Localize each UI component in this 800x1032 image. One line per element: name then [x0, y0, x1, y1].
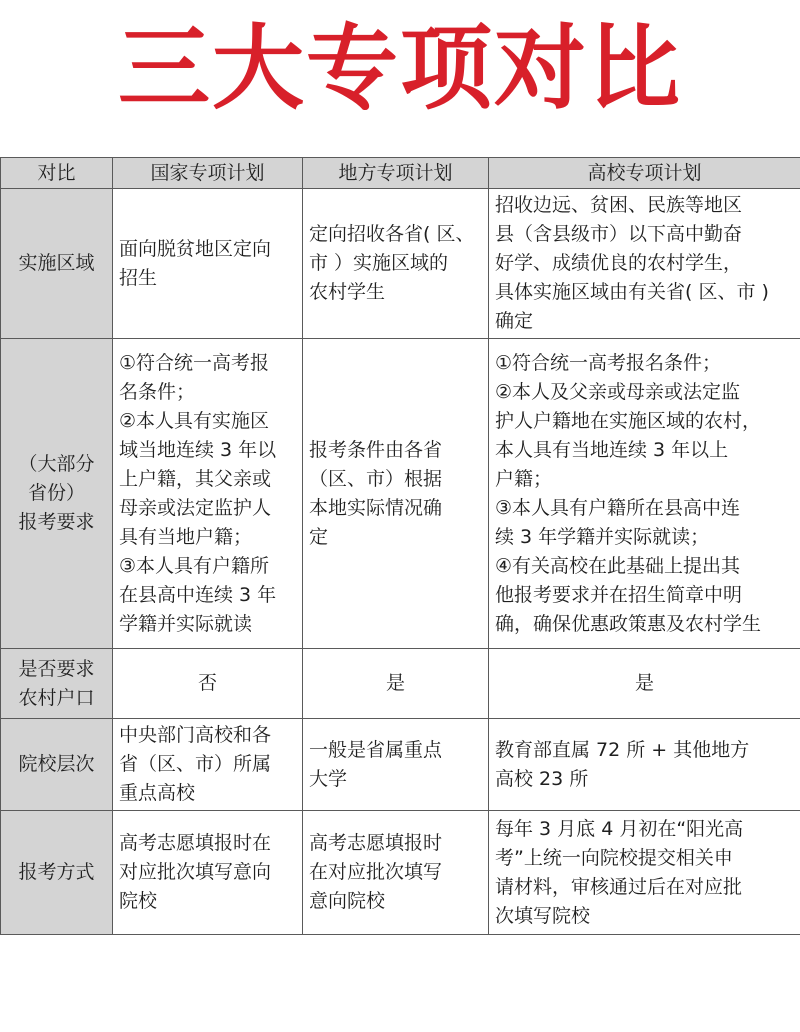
cell-text-line: 护人户籍地在实施区域的农村， — [495, 409, 762, 432]
local-plan-cell — [303, 719, 489, 811]
cell-text-line: 院校 — [119, 890, 158, 912]
cell-text-line: 报考条件由各省 — [309, 438, 443, 461]
table-row-application-method — [1, 811, 800, 935]
header-national-plan: 国家专项计划 — [113, 158, 303, 189]
cell-text-line: 省份） — [27, 482, 85, 504]
row-label — [1, 189, 113, 339]
row-label — [1, 649, 113, 719]
cell-text-line: （区、市）根据 — [309, 467, 443, 490]
cell-text-line: 户籍； — [495, 467, 553, 490]
header-local-plan: 地方专项计划 — [303, 158, 489, 189]
cell-text-line: 报考方式 — [18, 861, 95, 883]
cell-text-line: 请材料，审核通过后在对应批 — [495, 875, 743, 898]
cell-text-line: 具体实施区域由有关省( 区、市 ) — [495, 281, 769, 303]
row-label — [1, 339, 113, 649]
local-plan-cell — [303, 811, 489, 935]
cell-text-line: 招生 — [119, 266, 158, 289]
cell-text-line: ②本人具有实施区 — [119, 409, 270, 432]
cell-text-line: 是否要求 — [18, 657, 95, 680]
cell-text-line: 重点高校 — [119, 782, 196, 804]
cell-text-line: 农村学生 — [309, 281, 386, 303]
cell-text-line: 中央部门高校和各 — [119, 724, 272, 746]
cell-text-line: 确定 — [495, 310, 534, 332]
cell-text-line: 学籍并实际就读 — [119, 612, 253, 635]
national-plan-cell — [113, 649, 303, 719]
cell-text-line: 定 — [309, 525, 329, 548]
cell-text-line: 面向脱贫地区定向 — [119, 237, 272, 260]
national-plan-cell — [113, 339, 303, 649]
cell-text-line: 定向招收各省( 区、 — [309, 223, 475, 245]
table-row-institution-level — [1, 719, 800, 811]
cell-text-line: ④有关高校在此基础上提出其 — [495, 554, 741, 577]
cell-text-line: 次填写院校 — [495, 904, 591, 927]
cell-text-line: 否 — [197, 672, 217, 694]
cell-text-line: 意向院校 — [309, 890, 386, 912]
cell-text-line: 高考志愿填报时在 — [119, 832, 272, 854]
local-plan-cell — [303, 649, 489, 719]
cell-text-line: 域当地连续 3 年以 — [119, 438, 277, 461]
cell-text-line: 母亲或法定监护人 — [119, 496, 272, 519]
cell-text-line: 招收边远、贫困、民族等地区 — [495, 194, 743, 216]
page-title: 三大专项对比 — [117, 15, 682, 122]
university-plan-cell — [489, 719, 800, 811]
cell-text-line: 大学 — [309, 767, 348, 790]
cell-text-line: 是 — [385, 672, 405, 694]
cell-text-line: 在县高中连续 3 年 — [119, 583, 277, 606]
comparison-table — [0, 157, 800, 935]
cell-text-line: 具有当地户籍； — [119, 525, 253, 548]
cell-text-line: 考”上统一向院校提交相关申 — [495, 846, 733, 869]
cell-text-line: 他报考要求并在招生简章中明 — [495, 583, 743, 606]
cell-text-line: 是 — [634, 672, 654, 694]
cell-text-line: 农村户口 — [18, 686, 95, 709]
national-plan-cell — [113, 189, 303, 339]
cell-text-line: ③本人具有户籍所 — [119, 554, 270, 577]
cell-text-line: 每年 3 月底 4 月初在“阳光高 — [495, 817, 744, 840]
cell-text-line: 县（含县级市）以下高中勤奋 — [495, 223, 743, 245]
row-label — [1, 719, 113, 811]
header-university-plan: 高校专项计划 — [489, 158, 800, 189]
cell-text-line: ①符合统一高考报 — [119, 351, 270, 374]
table-row-application-requirements — [1, 339, 800, 649]
cell-text-line: 院校层次 — [18, 753, 95, 775]
row-label — [1, 811, 113, 935]
cell-text-line: 高考志愿填报时 — [309, 832, 443, 854]
university-plan-cell — [489, 649, 800, 719]
cell-text-line: 在对应批次填写 — [309, 861, 443, 883]
table-row-implementation-area — [1, 189, 800, 339]
cell-text-line: 上户籍，其父亲或 — [119, 467, 272, 490]
cell-text-line: 省（区、市）所属 — [119, 753, 272, 775]
cell-text-line: ①符合统一高考报名条件； — [495, 351, 722, 374]
university-plan-cell — [489, 811, 800, 935]
national-plan-cell — [113, 811, 303, 935]
cell-text-line: ②本人及父亲或母亲或法定监 — [495, 380, 741, 403]
cell-text-line: 对应批次填写意向 — [119, 861, 272, 883]
cell-text-line: 好学、成绩优良的农村学生， — [495, 252, 743, 274]
cell-text-line: （大部分 — [18, 453, 95, 475]
local-plan-cell — [303, 339, 489, 649]
university-plan-cell — [489, 189, 800, 339]
cell-text-line: 高校 23 所 — [495, 767, 589, 790]
university-plan-cell — [489, 339, 800, 649]
cell-text-line: 一般是省属重点 — [309, 738, 443, 761]
table-header-row — [1, 158, 800, 189]
cell-text-line: 确，确保优惠政策惠及农村学生 — [495, 612, 762, 635]
header-compare: 对比 — [1, 158, 113, 189]
cell-text-line: 教育部直属 72 所 + 其他地方 — [495, 738, 750, 761]
cell-text-line: ③本人具有户籍所在县高中连 — [495, 496, 741, 519]
cell-text-line: 报考要求 — [18, 511, 95, 533]
cell-text-line: 续 3 年学籍并实际就读； — [495, 525, 710, 548]
cell-text-line: 名条件； — [119, 380, 196, 403]
cell-text-line: 本人具有当地连续 3 年以上 — [495, 438, 729, 461]
cell-text-line: 市 ）实施区域的 — [309, 252, 449, 274]
national-plan-cell — [113, 719, 303, 811]
cell-text-line: 本地实际情况确 — [309, 496, 443, 519]
local-plan-cell — [303, 189, 489, 339]
cell-text-line: 实施区域 — [18, 252, 95, 274]
table-row-rural-hukou-required — [1, 649, 800, 719]
